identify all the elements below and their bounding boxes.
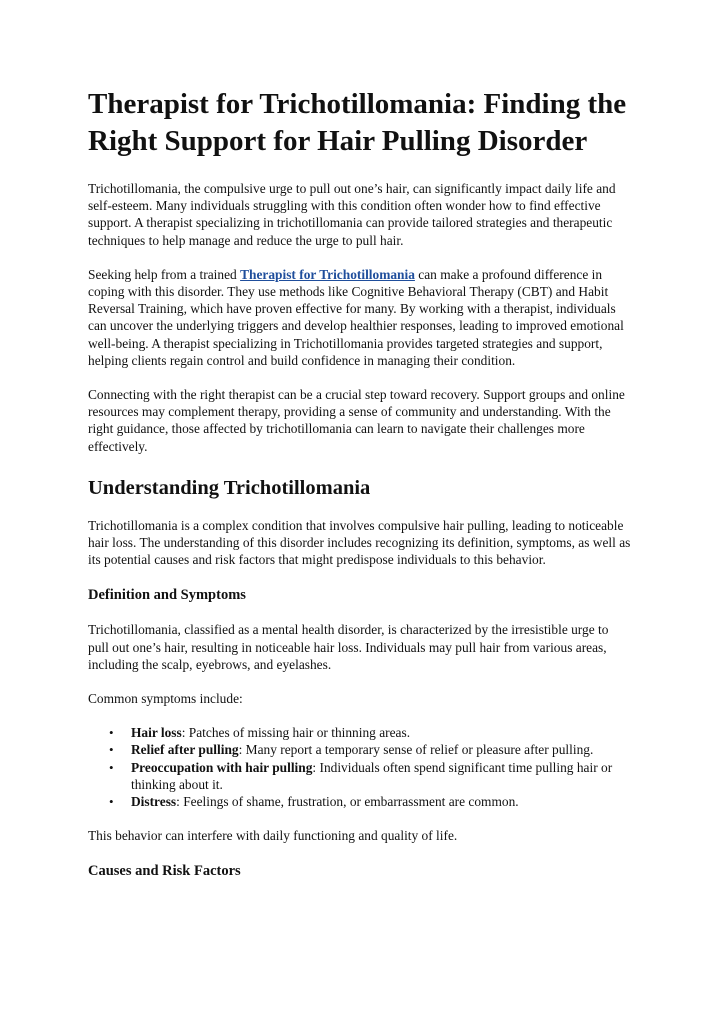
symptom-term: Relief after pulling <box>131 742 239 758</box>
definition-paragraph: Trichotillomania, classified as a mental health disorder, is characterized by the irresistible urge to pull out one’s hair, resulting in noticeable hair loss. Individuals may pull hair from various areas, including the scalp, eyebrows, and eyelashes. <box>88 622 609 672</box>
symptom-description: : Patches of missing hair or thinning areas. <box>181 725 411 741</box>
list-item <box>109 793 632 810</box>
bullet-icon: • <box>109 725 114 741</box>
symptom-description: : Many report a temporary sense of relief or pleasure after pulling. <box>238 742 594 758</box>
behavior-paragraph: This behavior can interfere with daily functioning and quality of life. <box>88 828 458 844</box>
symptom-term: Distress <box>131 794 177 810</box>
bullet-icon: • <box>109 794 114 810</box>
definition-heading: Definition and Symptoms <box>88 587 246 604</box>
list-item <box>109 759 632 793</box>
bullet-icon: • <box>109 742 114 758</box>
intro-paragraph-2 <box>88 266 632 369</box>
intro-paragraph-2-lead: Seeking help from a trained <box>88 266 241 282</box>
understanding-heading: Understanding Trichotillomania <box>88 476 371 499</box>
bullet-icon: • <box>109 759 114 775</box>
understanding-paragraph: Trichotillomania is a complex condition that involves compulsive hair pulling, leading to noticeable hair loss. The understanding of this disorder includes recognizing its definition, symptoms, as well as its potential causes and risk factors that might predispose individuals to this behavior. <box>88 517 631 568</box>
symptom-description: : Feelings of shame, frustration, or embarrassment are common. <box>176 794 519 810</box>
symptoms-list <box>88 724 632 810</box>
intro-paragraph-1: Trichotillomania, the compulsive urge to pull out one’s hair, can significantly impact daily life and self-esteem. Many individuals struggling with this condition often wonder how to find effective support. A therapist specializing in trichotillomania can provide tailored strategies and therapeutic techniques to help manage and reduce the urge to pull hair. <box>88 181 616 248</box>
page-title: Therapist for Trichotillomania: Finding the Right Support for Hair Pulling Disorder <box>88 88 627 157</box>
causes-heading: Causes and Risk Factors <box>88 863 241 880</box>
list-item <box>109 741 632 758</box>
symptom-term: Preoccupation with hair pulling <box>131 759 313 775</box>
symptoms-intro: Common symptoms include: <box>88 691 243 707</box>
intro-paragraph-2-rest: can make a profound difference in coping with this disorder. They use methods like Cognitive Behavioral Therapy (CBT) and Habit Reversal Training, which have proven effective for many. By working with a therapist, individuals can uncover the underlying triggers and develop healthier responses, leading to improved emotional well-being. A therapist specializing in Trichotillomania provides targeted strategies and support, helping clients regain control and build confidence in managing their condition. <box>88 266 624 368</box>
intro-paragraph-3: Connecting with the right therapist can be a crucial step toward recovery. Support groups and online resources may complement therapy, providing a sense of community and understanding. With the right guidance, those affected by trichotillomania can learn to navigate their challenges more effectively. <box>88 387 625 454</box>
symptom-term: Hair loss <box>131 725 182 741</box>
symptom-description: : Individuals often spend significant time pulling hair or thinking about it. <box>131 759 613 792</box>
therapist-link[interactable]: Therapist for Trichotillomania <box>240 266 415 282</box>
list-item <box>109 724 632 741</box>
